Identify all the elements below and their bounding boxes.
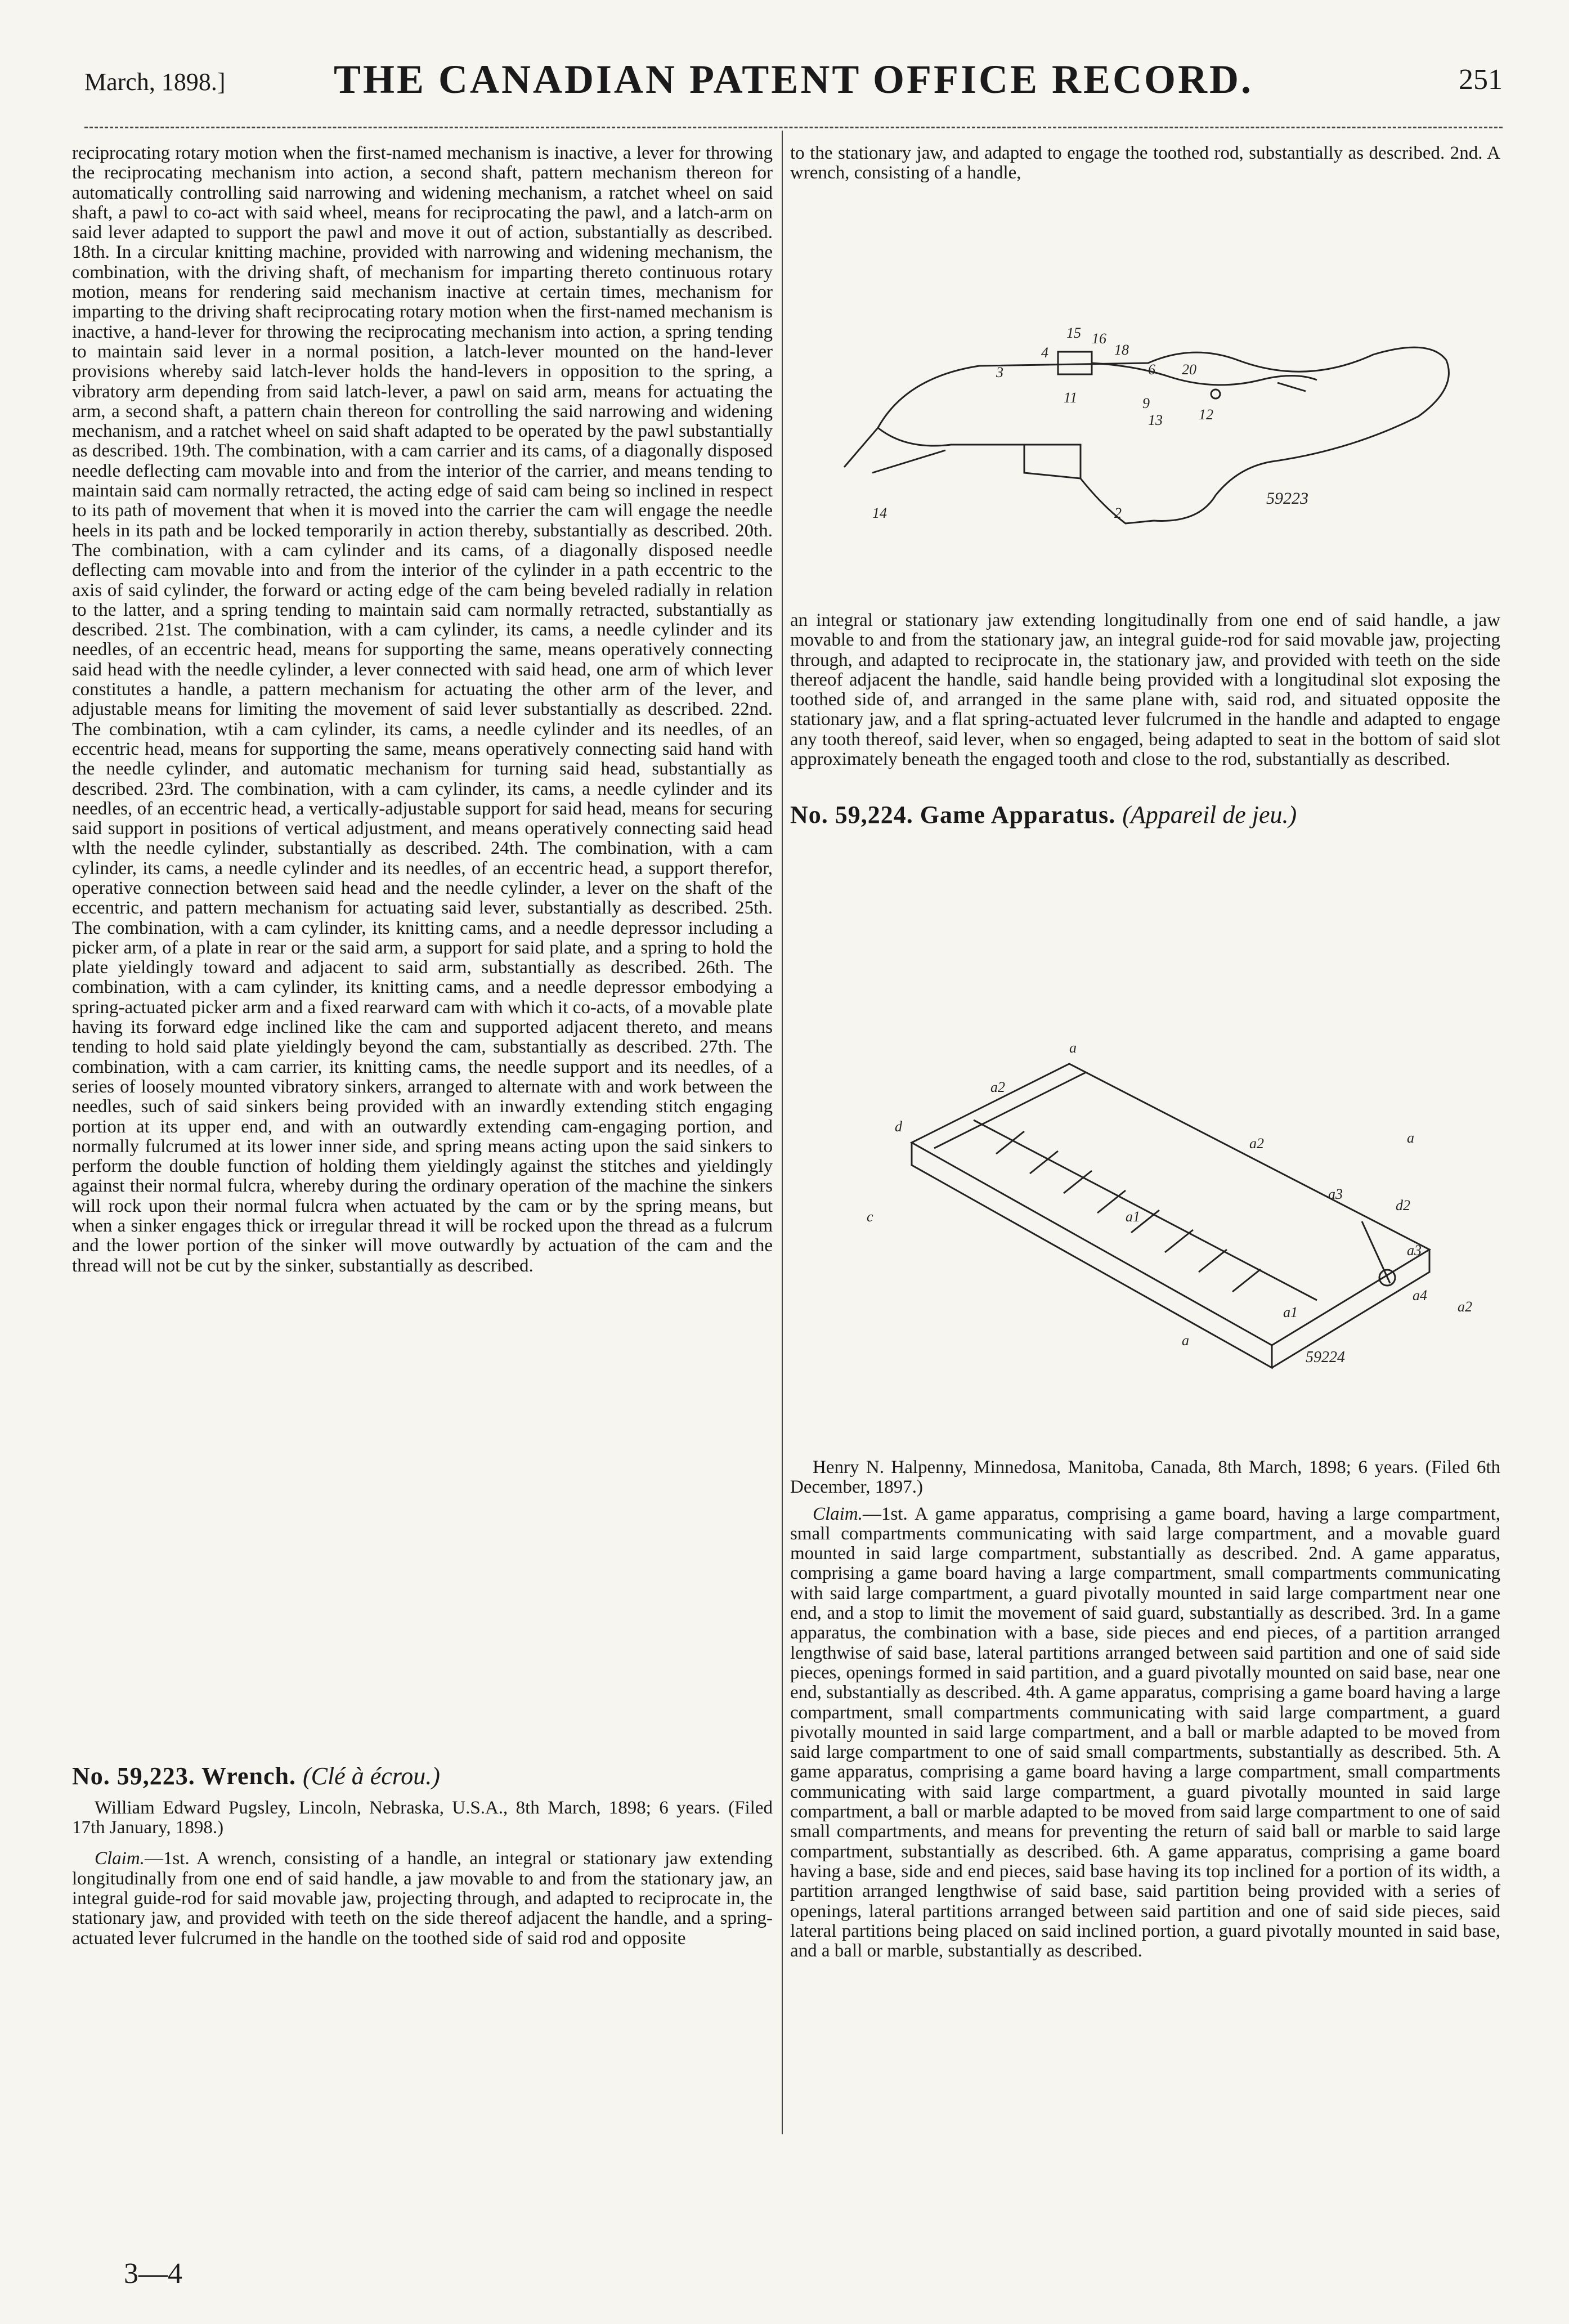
pivoted-guard [1362, 1221, 1390, 1283]
right-column [790, 144, 1500, 183]
game-apparatus-figure [810, 1030, 1497, 1390]
wrench-figure [810, 281, 1497, 552]
patent-heading-59223 [72, 1762, 773, 1792]
wrench-body-outline [878, 347, 1449, 523]
spring-lever [1277, 383, 1306, 391]
patent-title: Game Apparatus. [920, 801, 1116, 829]
fig-label: 16 [1092, 330, 1106, 347]
fig-label: c [867, 1208, 873, 1225]
fig-label: 11 [1064, 389, 1078, 406]
fig-label: a [1069, 1040, 1077, 1056]
fig-label: a2 [1458, 1298, 1472, 1315]
left-column [72, 144, 773, 1949]
fig-label: 14 [872, 505, 887, 521]
claim-label: Claim. [95, 1848, 145, 1869]
header-date: March, 1898.] [84, 68, 226, 96]
patent-mark: 59223 [1266, 489, 1308, 508]
inventor-line: William Edward Pugsley, Lincoln, Nebraska, U.S.A., 8th March, 1898; 6 years. (Filed 17th January, 1898.) [72, 1797, 773, 1838]
adjusting-nut [1058, 352, 1092, 374]
inventor-line: Henry N. Halpenny, Minnedosa, Manitoba, Canada, 8th March, 1898; 6 years. (Filed 6th December, 1897.) [790, 1457, 1500, 1498]
fig-label: a3 [1407, 1242, 1422, 1259]
fig-label: 18 [1114, 342, 1129, 358]
column-divider [782, 131, 783, 2134]
fig-label: d [895, 1118, 902, 1135]
fig-label: a1 [1283, 1304, 1298, 1320]
fig-label: 13 [1148, 412, 1163, 428]
patent-number: No. 59,223. [72, 1762, 195, 1790]
claim-paragraph [790, 1504, 1500, 1962]
claim-text: —1st. A wrench, consisting of a handle, an integral or stationary jaw extending longitudinally from one end of said handle, a jaw movable to and from the stationary jaw, an integral guide-rod for said movable jaw, projecting through, and adapted to reciprocate in, the stationary jaw, and provided with teeth on the side thereof adjacent the handle, and a spring-actuated lever fulcrumed in the handle on the toothed side of said rod and opposite [72, 1848, 773, 1949]
guide-rod [1092, 363, 1317, 385]
publication-title: THE CANADIAN PATENT OFFICE RECORD. [333, 57, 1254, 102]
fig-label: 2 [1114, 505, 1122, 521]
fig-label: a [1407, 1130, 1414, 1146]
fig-label: 15 [1066, 325, 1081, 341]
board-front-edge [912, 1143, 1272, 1368]
right-column-middle [790, 611, 1500, 830]
claim-paragraph [72, 1849, 773, 1948]
patent-french-title: (Clé à écrou.) [302, 1762, 440, 1790]
fig-label: a [1182, 1332, 1189, 1349]
signature-mark: 3—4 [124, 2258, 182, 2290]
board-top-outline [912, 1064, 1429, 1345]
pivot-pin [1211, 389, 1220, 398]
page-header [84, 51, 1503, 113]
header-rule [84, 127, 1503, 128]
continued-claims-text: reciprocating rotary motion when the first-named mechanism is inactive, a lever for throwing the reciprocating mechanism into action, a second shaft, pattern mechanism thereon for automatically controlling said narrowing and widening mechanism, a ratchet wheel on said shaft, a pawl to co-act with said wheel, means for reciprocating the pawl, and a latch-arm on said lever adapted to support the pawl and move it out of action, substantially as described. 18th. In a circular knitting machine, provided with narrowing and widening mechanism, the combination, with the driving shaft, of mechanism for imparting thereto continuous rotary motion, means for rendering said mechanism inactive at certain times, mechanism for imparting to the driving shaft reciprocating rotary motion when the first-named mechanism is inactive, a hand-lever for throwing the reciprocating mechanism into action, a spring tending to maintain said lever in a normal position, a latch-lever mounted on the hand-lever provisions whereby said latch-lever holds the hand-levers in opposition to the spring, a vibratory arm depending from said latch-lever, a pawl on said arm, means for actuating the arm, a second shaft, a pattern chain thereon for controlling the said narrowing and widening mechanism, and a ratchet wheel on said shaft adapted to be operated by the pawl substantially as described. 19th. The combination, with a cam carrier and its cams, of a diagonally disposed needle deflecting cam movable into and from the interior of the carrier, and means tending to maintain said cam normally retracted, the acting edge of said cam being so inclined in respect to its path of movement that when it is moved into the carrier the cam will engage the needle heels in its path and be locked temporarily in action thereby, substantially as described. 20th. The combination, with a cam cylinder and its cams, of a diagonally disposed needle deflecting cam movable into and from the interior of the cylinder in a path eccentric to the axis of said cylinder, the forward or acting edge of the cam being beveled radially in relation to the latter, and a spring tending to maintain said cam normally retracted, substantially as described. 21st. The combination, with a cam cylinder, its cams, a needle cylinder and its needles, of an eccentric head, means for supporting the same, means operatively connecting said head with the needle cylinder, a lever connected with said head, one arm of which lever constitutes a handle, a pattern mechanism for actuating the other arm of the lever, and adjustable means for limiting the movement of said lever substantially as described. 22nd. The combination, wtih a cam cylinder, its cams, a needle cylinder and its needles, of an eccentric head, means for supporting the same, means operatively connecting said hand with the needle cylinder, and automatic mechanism for turning said head, substantially as described. 23rd. The combination, with a cam cylinder, its cams, a needle cylinder and its needles, of an eccentric head, a vertically-adjustable support for said head, means for securing said support in positions of vertical adjustment, and means operatively connecting said head wlth the needle cylinder, substantially as described. 24th. The combination, with a cam cylinder, its cams, a needle cylinder and its needles, of an eccentric head, a support therefor, operative connection between said head and the needle cylinder, a lever on the shaft of the eccentric, and pattern mechanism for actuating said lever, substantially as described. 25th. The combination, with a cam cylinder, its knitting cams, and a needle depressor including a picker arm, of a plate in rear or the said arm, a support for said plate, and a spring to hold the plate yieldingly toward and adjacent to said arm, substantially as described. 26th. The combination, with a cam cylinder, its knitting cams, and a needle depressor embodying a spring-actuated picker arm and a fixed rearward cam with which it co-acts, of a movable plate having its forward edge inclined like the cam and supported adjacent thereto, and means tending to hold said plate yieldingly beyond the cam, substantially as described. 27th. The combination, with a cam carrier, its knitting cams, the needle support and its needles, of a series of loosely mounted vibratory sinkers, arranged to alternate with and work between the needles, such of said sinkers being provided with an inwardly extending stitch engaging portion at its upper end, and with an outwardly extending cam-engaging portion, and normally fulcrumed at its lower inner side, and spring means acting upon the said sinkers to perform the double function of holding them yieldingly against the stitches and yieldingly against their normal fulcra, whereby during the ordinary operation of the machine the sinkers will rock upon their normal fulcra when actuated by the cam or by the spring means, but when a sinker engages thick or irregular thread it will be rocked upon the thread as a fulcrum and the lower portion of the sinker will move outwardly by actuation of the cam and the thread will not be cut by the sinker, substantially as described. [72, 143, 773, 1276]
page-number: 251 [1459, 64, 1503, 96]
patent-number: No. 59,224. [790, 801, 913, 829]
fig-label: 3 [996, 364, 1003, 380]
fig-label: d2 [1396, 1197, 1410, 1214]
fig-label: 9 [1142, 395, 1150, 411]
movable-jaw [844, 428, 945, 473]
patent-title: Wrench. [201, 1762, 296, 1790]
continued-claim-text: to the stationary jaw, and adapted to engage the toothed rod, substantially as described. 2nd. A wrench, consisting of a handle, [790, 143, 1500, 183]
fig-label: 4 [1041, 344, 1048, 361]
fig-label: 12 [1199, 406, 1213, 423]
fig-label: a3 [1328, 1186, 1343, 1202]
right-column-bottom [790, 1458, 1500, 1961]
fig-label: a1 [1126, 1208, 1140, 1225]
fig-label: a2 [990, 1079, 1005, 1095]
claim-text: —1st. A game apparatus, comprising a game board, having a large compartment, small compartments communicating with said large compartment, and a movable guard mounted in said large compartment, substantially as described. 2nd. A game apparatus, comprising a game board having a large compartment, small compartments communicating with said large compartment, a guard pivotally mounted in said large compartment near one end, and a stop to limit the movement of said guard, substantially as described. 3rd. In a game apparatus, the combination with a base, side pieces and end pieces, of a partition arranged lengthwise of said base, lateral partitions arranged between said partition and one of said side pieces, openings formed in said partition, and a guard pivotally mounted on said base, near one end, substantially as described. 4th. A game apparatus, comprising a game board having a large compartment, small compartments communicating with said large compartment, a guard pivotally mounted in said large compartment, and a ball or marble adapted to be moved from said large compartment to one of said small compartments, substantially as described. 5th. A game apparatus, comprising a game board having a large compartment, small compartments communicating with said large compartment, a guard pivotally mounted in said large compartment, a ball or marble adapted to be moved from said large compartment to one of said small compartments, and means for preventing the return of said ball or marble to said large compartment, substantially as described. 6th. A game apparatus, comprising a game board having a base, side and end pieces, said base having its top inclined for a portion of its width, a partition arranged lengthwise of said base, said partition being provided with a series of openings, lateral partitions arranged between said partition and one of said side pieces, said lateral partitions being placed on said inclined portion, a guard pivotally mounted in said base, and a ball or marble, substantially as described. [790, 1503, 1500, 1962]
patent-heading-59224 [790, 800, 1500, 830]
fig-label: a2 [1249, 1135, 1264, 1152]
patent-french-title: (Appareil de jeu.) [1122, 801, 1297, 829]
claim-continuation: an integral or stationary jaw extending longitudinally from one end of said handle, a jaw movable to and from the stationary jaw, an integral guide-rod for said movable jaw, projecting through, and adapted to reciprocate in, the stationary jaw, and provided with teeth on the side thereof adjacent the handle, said handle being provided with a longitudinal slot exposing the toothed side of, and arranged in the same plane with, said rod, and situated opposite the stationary jaw, and a flat spring-actuated lever fulcrumed in the handle and adapted to engage any tooth thereof, said lever, when so engaged, being adapted to seat in the bottom of said slot approximately beneath the engaged tooth and close to the rod, substantially as described. [790, 610, 1500, 770]
fig-label: a4 [1413, 1287, 1427, 1304]
fig-label: 6 [1148, 361, 1155, 378]
patent-mark: 59224 [1306, 1349, 1345, 1366]
fig-label: 20 [1182, 361, 1196, 378]
claim-label: Claim. [813, 1503, 863, 1524]
end-piece [934, 1072, 1086, 1148]
